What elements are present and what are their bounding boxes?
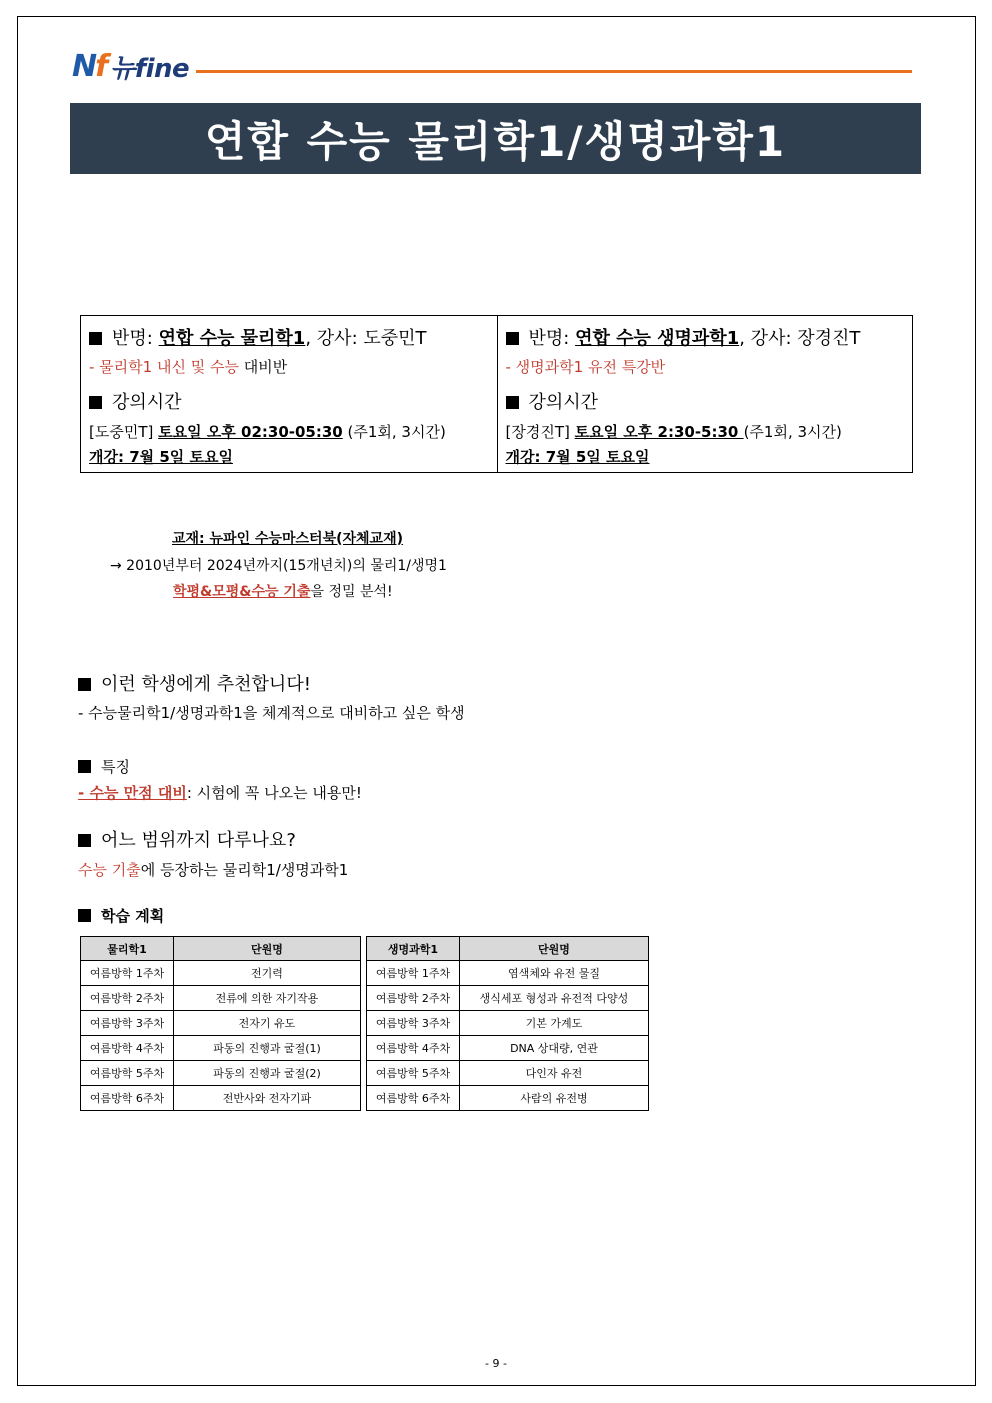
logo-icon: Nf: [72, 48, 107, 84]
table-row: [81, 986, 361, 1011]
class-desc: - 생명과학1 유전 특강반: [505, 358, 666, 376]
table-header-cell: 단원명: [460, 937, 649, 961]
class-info-biology: [497, 316, 913, 472]
time-heading: 강의시간: [89, 388, 182, 414]
page-number: - 9 -: [485, 1357, 507, 1370]
square-bullet-icon: [506, 396, 519, 409]
table-cell: 생식세포 형성과 유전적 다양성: [460, 986, 649, 1011]
biology-plan-table: [366, 936, 649, 1111]
square-bullet-icon: [89, 332, 102, 345]
header-divider: [196, 70, 912, 73]
table-cell: 여름방학 2주차: [81, 986, 174, 1011]
class-info-physics: [81, 316, 497, 472]
table-cell: 여름방학 4주차: [81, 1036, 174, 1061]
class-name: 연합 수능 생명과학1: [575, 328, 740, 349]
plan-heading: 학습 계획: [78, 905, 164, 926]
textbook-range: → 2010년부터 2024년까지(15개년치)의 물리1/생명1: [110, 558, 447, 574]
start-date: 개강: 7월 5일 토요일: [89, 448, 233, 466]
table-cell: 다인자 유전: [460, 1061, 649, 1086]
table-cell: 여름방학 3주차: [81, 1011, 174, 1036]
table-cell: DNA 상대량, 연관: [460, 1036, 649, 1061]
time-line: [도중민T] 토요일 오후 02:30-05:30 (주1회, 3시간): [89, 423, 446, 441]
start-date: 개강: 7월 5일 토요일: [505, 448, 650, 466]
textbook-title: 교재: 뉴파인 수능마스터북(자체교재): [172, 531, 404, 547]
table-row: [367, 986, 649, 1011]
table-cell: 여름방학 4주차: [367, 1036, 460, 1061]
square-bullet-icon: [78, 678, 91, 691]
table-row: [81, 1011, 361, 1036]
class-name-line: 반명: 연합 수능 물리학1, 강사: 도중민T: [89, 324, 427, 350]
time-heading: 강의시간: [506, 388, 599, 414]
square-bullet-icon: [78, 909, 91, 922]
recommend-text: - 수능물리학1/생명과학1을 체계적으로 대비하고 싶은 학생: [78, 704, 465, 722]
table-cell: 염색체와 유전 물질: [460, 961, 649, 986]
table-cell: 전반사와 전자기파: [174, 1086, 361, 1111]
time-line: [장경진T] 토요일 오후 2:30-5:30 (주1회, 3시간): [505, 423, 842, 441]
table-row: [81, 1036, 361, 1061]
recommend-heading: 이런 학생에게 추천합니다!: [78, 670, 311, 696]
table-cell: 여름방학 6주차: [367, 1086, 460, 1111]
table-cell: 여름방학 3주차: [367, 1011, 460, 1036]
table-cell: 전류에 의한 자기작용: [174, 986, 361, 1011]
table-row: [81, 1086, 361, 1111]
square-bullet-icon: [89, 396, 102, 409]
page-title: 연합 수능 물리학1/생명과학1: [204, 116, 787, 166]
scope-text: 수능 기출에 등장하는 물리학1/생명과학1: [78, 861, 349, 879]
table-cell: 전자기 유도: [174, 1011, 361, 1036]
table-row: [81, 961, 361, 986]
square-bullet-icon: [78, 760, 91, 773]
table-row: [367, 1061, 649, 1086]
table-cell: 사람의 유전병: [460, 1086, 649, 1111]
table-cell: 여름방학 5주차: [81, 1061, 174, 1086]
table-cell: 기본 가계도: [460, 1011, 649, 1036]
square-bullet-icon: [506, 332, 519, 345]
table-header-cell: 단원명: [174, 937, 361, 961]
table-row: [367, 1036, 649, 1061]
square-bullet-icon: [78, 834, 91, 847]
table-header-row: [367, 937, 649, 961]
class-info-box: [80, 315, 913, 473]
feature-text: - 수능 만점 대비: 시험에 꼭 나오는 내용만!: [78, 784, 362, 802]
feature-heading: 특징: [78, 756, 130, 777]
table-row: [367, 1011, 649, 1036]
class-name: 연합 수능 물리학1: [158, 328, 306, 349]
title-banner: [70, 103, 921, 174]
physics-plan-table: [80, 936, 361, 1111]
table-header-row: [81, 937, 361, 961]
class-desc: - 물리학1 내신 및 수능 대비반: [89, 358, 288, 376]
table-cell: 여름방학 6주차: [81, 1086, 174, 1111]
page-border: [17, 16, 976, 1386]
scope-heading: 어느 범위까지 다루나요?: [78, 826, 296, 852]
logo-text: 뉴fine: [110, 53, 190, 84]
table-row: [81, 1061, 361, 1086]
table-header-cell: 생명과학1: [367, 937, 460, 961]
table-cell: 파동의 진행과 굴절(2): [174, 1061, 361, 1086]
textbook-analysis: 학평&모평&수능 기출을 정밀 분석!: [173, 584, 393, 600]
table-row: [367, 1086, 649, 1111]
table-cell: 여름방학 2주차: [367, 986, 460, 1011]
table-cell: 여름방학 5주차: [367, 1061, 460, 1086]
table-row: [367, 961, 649, 986]
table-cell: 전기력: [174, 961, 361, 986]
class-name-line: 반명: 연합 수능 생명과학1, 강사: 장경진T: [506, 324, 861, 350]
table-cell: 여름방학 1주차: [81, 961, 174, 986]
table-cell: 파동의 진행과 굴절(1): [174, 1036, 361, 1061]
table-cell: 여름방학 1주차: [367, 961, 460, 986]
table-header-cell: 물리학1: [81, 937, 174, 961]
logo: [72, 48, 189, 84]
